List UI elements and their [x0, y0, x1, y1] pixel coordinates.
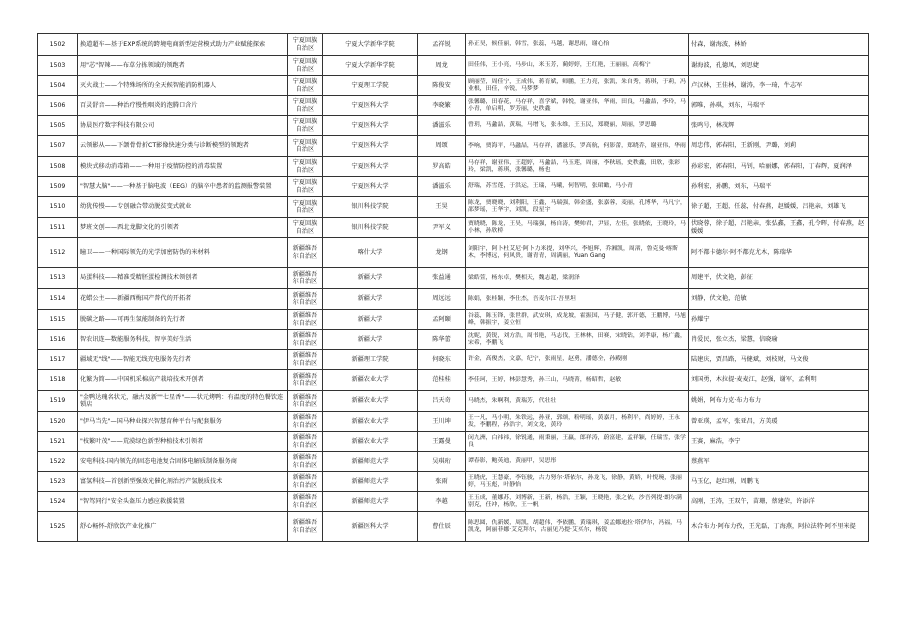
advisors-cell: 肖爱民，张立杰，梁慧，信晓瑜	[689, 330, 869, 350]
project-name-cell: 富氢科技—首创新型强效光催化剂治污产氢脱质技术	[78, 472, 288, 492]
row-number-cell: 1506	[38, 96, 78, 116]
advisors-cell: 卢汉林，王佳林，谢涛，李一琦，牛志军	[689, 76, 869, 96]
province-cell: 宁夏回族自治区	[288, 34, 323, 56]
team-members-cell: 曾玥，马蠡喆，黄瑞，马增飞，张永维，王玉民，郑晓丽，周丽，罗思璐	[466, 116, 689, 136]
school-cell: 宁夏医科大学	[323, 96, 418, 116]
project-name-cell: 智农讯连—数能服务科技，智享美好生活	[78, 330, 288, 350]
team-members-cell: 梁皓萱，杨东卓，樊相天，魏志超，梁润泽	[466, 268, 689, 289]
province-cell: 新疆维吾尔自治区	[288, 452, 323, 472]
row-number-cell: 1503	[38, 56, 78, 76]
leader-cell: 王露曼	[418, 432, 466, 452]
project-name-cell: 花蜡公主——新疆西梅国产普代的开拓者	[78, 289, 288, 310]
leader-cell: 范桂桂	[418, 370, 466, 391]
project-name-cell: 协晨医疗数字科技有限公司	[78, 116, 288, 136]
school-cell: 新疆大学	[323, 330, 418, 350]
school-cell: 新疆农业大学	[323, 370, 418, 391]
team-members-cell: 谷蕊，陈玉锋，张世群，武安琪，成龙坡，霍振国，马子健，郭开德，王鹏博，马旭峰，韩振宇，姜立恒	[466, 310, 689, 330]
row-number-cell: 1523	[38, 472, 78, 492]
school-cell: 新疆农业大学	[323, 432, 418, 452]
advisors-cell: 姚娟，阿布力克·布力布力	[689, 391, 869, 412]
advisors-cell: 王赛，麻浩，李宁	[689, 432, 869, 452]
advisors-cell: 蔡燕军	[689, 452, 869, 472]
school-cell: 银川科技学院	[323, 218, 418, 238]
row-number-cell: 1509	[38, 177, 78, 197]
advisors-cell: 孙彩宏，郭春阳，马钊，哈丽娜，郭春阳，丁春辉，夏润泽	[689, 157, 869, 177]
row-number-cell: 1504	[38, 76, 78, 96]
project-name-cell: "金鸭达瑰名状元，融古及新""七星香"——状元烤鸭：有温度的特色餐饮连锁店	[78, 391, 288, 412]
team-members-cell: 陈娟，张桂颖，李仕杰，吾麦尔江·吾里坦	[466, 289, 689, 310]
row-number-cell: 1508	[38, 157, 78, 177]
school-cell: 喀什大学	[323, 238, 418, 268]
project-name-cell: "智慧大脑"——一种基于脑电波（EEG）的脑卒中患者的监测报警装置	[78, 177, 288, 197]
table-row	[38, 432, 869, 452]
advisors-cell: 高刚，王涛，王双午，苗珊，蔡建荣，许添洋	[689, 492, 869, 512]
school-cell: 宁夏医科大学	[323, 177, 418, 197]
advisors-cell: 付森，谢海波，林娇	[689, 34, 869, 56]
leader-cell: 罗高皓	[418, 157, 466, 177]
school-cell: 新疆大学	[323, 268, 418, 289]
project-name-cell: 梦班文创——西北龙脚文化的引领者	[78, 218, 288, 238]
row-number-cell: 1507	[38, 136, 78, 157]
row-number-cell: 1510	[38, 197, 78, 218]
team-members-cell: 王晓虎，王慧豪，李钰骏，古力努尔·塔依尔，孙龙飞，徐静，黄娇，叶悦琬，张丽婷，马玉彪，叶静怡	[466, 472, 689, 492]
advisors-cell: 马玉亿，赵红刚，周鹏飞	[689, 472, 869, 492]
leader-cell: 张益通	[418, 268, 466, 289]
school-cell: 宁夏理工学院	[323, 76, 418, 96]
team-members-cell: 张馨璐，田春花，马存祥，喜学斌，韩悦，谢亚伟，华雨，田良，马蠡喆，李玲，马小青，单启明，罗芳丽，史秩鑫	[466, 96, 689, 116]
table-row	[38, 197, 869, 218]
project-table-sheet	[37, 33, 868, 542]
project-name-cell: 局蛋科技——精准受精胚蛋检测技术领创者	[78, 268, 288, 289]
table-row	[38, 310, 869, 330]
project-name-cell: 幼犹传慢——专创融合带动脱贫变式就业	[78, 197, 288, 218]
leader-cell: 陈华蕾	[418, 330, 466, 350]
school-cell: 宁夏大学新华学院	[323, 56, 418, 76]
row-number-cell: 1520	[38, 412, 78, 432]
leader-cell: 王川坤	[418, 412, 466, 432]
row-number-cell: 1522	[38, 452, 78, 472]
project-name-cell: 瞳卫——一种国际领先的光学加密防伪的米材料	[78, 238, 288, 268]
school-cell: 新疆大学	[323, 289, 418, 310]
advisors-cell: 陆建庆，贾昌路，马健斌，刘枝财，马文俊	[689, 350, 869, 370]
table-row	[38, 512, 869, 542]
table-row	[38, 56, 869, 76]
row-number-cell: 1524	[38, 492, 78, 512]
table-row	[38, 157, 869, 177]
table-row	[38, 472, 869, 492]
team-members-cell: 沈妮，黄锐，刘方浩，周书艳，马志伐，王林林，田赛，宋晓钻，刘孝康，杨广鑫，宋希，李鹏飞	[466, 330, 689, 350]
team-members-cell: 孙正昊，候佳丽，韩雪，张蕊，马越，谢思雨，谢心怡	[466, 34, 689, 56]
table-row	[38, 238, 869, 268]
project-name-cell: "枝繁叶茂"——荒漠绿色新型种植技术引领者	[78, 432, 288, 452]
project-name-cell: 用"芯"智辣——布草分拣领域的领跑者	[78, 56, 288, 76]
team-members-cell: 闵九洲，白祎祎，徐锐通，雨秉丽，王赢，郎祥涛，蔚富建，孟祥颖，任瑞雪，张学良	[466, 432, 689, 452]
row-number-cell: 1519	[38, 391, 78, 412]
province-cell: 新疆维吾尔自治区	[288, 330, 323, 350]
advisors-cell: 曾亚瑛，孟军，张亚昌，方美瑗	[689, 412, 869, 432]
project-name-cell: 疆域无"线"——智能无线充电服务先行者	[78, 350, 288, 370]
table-row	[38, 330, 869, 350]
advisors-cell: 伏晓蓉，徐子超，吕艳亲，张弘鑫，王鑫，孔令晖，付春燕，赵媛媛	[689, 218, 869, 238]
advisors-cell: 刘国勇，木拉提·麦麦江，赵强，谢军，孟利明	[689, 370, 869, 391]
school-cell: 宁夏医科大学	[323, 116, 418, 136]
project-name-cell: 模块式移动消毒箱——一种用于疫情防控的消毒装置	[78, 157, 288, 177]
province-cell: 宁夏回族自治区	[288, 56, 323, 76]
project-name-cell: "伊马当先"—国马种业探兴智慧育种平台与配套服务	[78, 412, 288, 432]
table-row	[38, 289, 869, 310]
team-members-cell: 马存祥，谢亚伟，王超婷，马蠡喆，马玉莲，周丽，李秋瑶，史秩鑫，田欣，张彩玲，梁凯，蒋琪，张馨璐，杨也	[466, 157, 689, 177]
advisors-cell: 木合布力·阿布力孜，王光磊，丁海燕，阿拉法特·阿不里米提	[689, 512, 869, 542]
team-members-cell: 王玉成，董娜苏，刘博新，王新，杨浩，王颖，王晓艳，张之依，沙吾列提·朗尔满别克，任冲，杨欣，王一帆	[466, 492, 689, 512]
leader-cell: 周远远	[418, 289, 466, 310]
advisors-cell: 阿不都卡德尔·阿不都克尤木，陈瑞华	[689, 238, 869, 268]
province-cell: 宁夏回族自治区	[288, 177, 323, 197]
team-members-cell: 刘阳宇，阿卜杜艾尼·阿卜力米提，刘华兴，李旭辉，乔湘凯，周渚，鲁克曼·喀斯木，李博远，何风贵，谢青青，周满丽，Yuan Gang	[466, 238, 689, 268]
team-members-cell: 顾丽莹，周佳宁，王成伟，蒋育斌，师鹏，王力亮，张凯，朱自秀，蒋琪，于莉，冯业根，田佳，辛锐，马梦梦	[466, 76, 689, 96]
table-row	[38, 370, 869, 391]
school-cell: 新疆理工学院	[323, 350, 418, 370]
table-row	[38, 391, 869, 412]
province-cell: 新疆维吾尔自治区	[288, 238, 323, 268]
province-cell: 新疆维吾尔自治区	[288, 512, 323, 542]
project-name-cell: 灭火战士——个特殊场所的全天候智能消防机器人	[78, 76, 288, 96]
school-cell: 新疆农业大学	[323, 391, 418, 412]
province-cell: 新疆维吾尔自治区	[288, 432, 323, 452]
advisors-cell: 谢海波，孔德凤，刘思婕	[689, 56, 869, 76]
leader-cell: 孟阿颐	[418, 310, 466, 330]
team-members-cell: 舒瑞，苏雪莲，于洪运，王瑞，马曦，何智明，张珺瞰，马小青	[466, 177, 689, 197]
school-cell: 银川科技学院	[323, 197, 418, 218]
table-row	[38, 116, 869, 136]
row-number-cell: 1512	[38, 238, 78, 268]
project-name-cell: 化繁为简——中国机采棉高产栽培技术开创者	[78, 370, 288, 391]
table-row	[38, 412, 869, 432]
school-cell: 新疆农业大学	[323, 412, 418, 432]
table-row	[38, 268, 869, 289]
project-name-cell: 换道超车—基于EXP系统的跨境电商新型运营模式助力产业赋能探索	[78, 34, 288, 56]
table-row	[38, 218, 869, 238]
leader-cell: 张雨	[418, 472, 466, 492]
row-number-cell: 1511	[38, 218, 78, 238]
school-cell: 新疆师范大学	[323, 492, 418, 512]
leader-cell: 周龙	[418, 56, 466, 76]
team-members-cell: 陈思圆，仇新媛，周凯，胡超伟，李依鹏，黄瑞琪，姜孟娜迪拉·塔伊尔，冯福，马凯龙，阿丽菲娜·艾克拜尔，古丽见乃提·艾买尔，杨锐	[466, 512, 689, 542]
school-cell: 宁夏大学新华学院	[323, 34, 418, 56]
table-row	[38, 34, 869, 56]
advisors-cell: 孙利宏，孙鹏，刘东，马瑞平	[689, 177, 869, 197]
leader-cell: 王昊	[418, 197, 466, 218]
advisors-cell: 刘静，伏文艳，范敏	[689, 289, 869, 310]
table-row	[38, 177, 869, 197]
team-members-cell: 王一凡，马小明，朱铁远，孙亚，郭颂，粉明瑶，黄嘉月，杨利平，尚婷婷，王永发，李鹏程，孙浩宇，刘文龙，黄玲	[466, 412, 689, 432]
project-name-cell: 云领影从——下颌骨骨折CT影像快速分类与诊断模型的领跑者	[78, 136, 288, 157]
advisors-cell: 张鸣号，林茂辉	[689, 116, 869, 136]
row-number-cell: 1515	[38, 310, 78, 330]
school-cell: 新疆大学	[323, 310, 418, 330]
advisors-cell: 孙耀宁	[689, 310, 869, 330]
province-cell: 新疆维吾尔自治区	[288, 472, 323, 492]
leader-cell: 潘滋乐	[418, 116, 466, 136]
table-row	[38, 492, 869, 512]
table-row	[38, 452, 869, 472]
province-cell: 新疆维吾尔自治区	[288, 350, 323, 370]
leader-cell: 何晓东	[418, 350, 466, 370]
row-number-cell: 1514	[38, 289, 78, 310]
team-members-cell: 陈龙，贾晓晓，刘利阳，王鑫，马瑞强，韩金盛，张嘉蓉，麦丽，孔博华，马凡宁，邵梦瑶，王华宇，刘凯，段星宇	[466, 197, 689, 218]
team-members-cell: 许金，高俊杰，文嘉，纪宁，张雨星，赵勇，潘德全，孙殿刚	[466, 350, 689, 370]
project-table	[37, 33, 869, 542]
row-number-cell: 1525	[38, 512, 78, 542]
table-row	[38, 136, 869, 157]
team-members-cell: 田佳伟，王小亮，马步山，米玉芳，蔺婷婷，王红艳，王丽丽，高梅宁	[466, 56, 689, 76]
leader-cell: 龙钢	[418, 238, 466, 268]
advisors-cell: 周建平，伏文艳，彭征	[689, 268, 869, 289]
team-members-cell: 李响，贾海平，马蠡喆，马存祥，潘滋乐，罗高航，何影蕾，郑晓乔，谢亚伟，华雨	[466, 136, 689, 157]
advisors-cell: 郭唯，孙琪，刘东，马瑞平	[689, 96, 869, 116]
row-number-cell: 1521	[38, 432, 78, 452]
province-cell: 宁夏回族自治区	[288, 96, 323, 116]
advisors-cell: 周忠伟，郭春阳，王新刚，尹璐，刘莉	[689, 136, 869, 157]
row-number-cell: 1513	[38, 268, 78, 289]
table-row	[38, 96, 869, 116]
school-cell: 新疆师范大学	[323, 472, 418, 492]
province-cell: 新疆维吾尔自治区	[288, 310, 323, 330]
table-body	[38, 34, 869, 542]
province-cell: 宁夏回族自治区	[288, 218, 323, 238]
leader-cell: 潘滋乐	[418, 177, 466, 197]
province-cell: 宁夏回族自治区	[288, 197, 323, 218]
team-members-cell: 马晓杰，朱啊利，黄瑞芳，代壮壮	[466, 391, 689, 412]
province-cell: 新疆维吾尔自治区	[288, 391, 323, 412]
school-cell: 宁夏医科大学	[323, 157, 418, 177]
province-cell: 新疆维吾尔自治区	[288, 370, 323, 391]
school-cell: 新疆师范大学	[323, 452, 418, 472]
school-cell: 新疆医科大学	[323, 512, 418, 542]
leader-cell: 曹仕辰	[418, 512, 466, 542]
leader-cell: 孟祥锐	[418, 34, 466, 56]
team-members-cell: 贾晓晓，陈龙，王昊，马瑞强，杨自涛，樊帅君，尹显，左佳，张晓依，王晓玲，马小林，孙欣桥	[466, 218, 689, 238]
project-name-cell: "智驾同行"安全头盔压力感应救援装置	[78, 492, 288, 512]
leader-cell: 李越	[418, 492, 466, 512]
leader-cell: 吕天奇	[418, 391, 466, 412]
province-cell: 宁夏回族自治区	[288, 116, 323, 136]
advisors-cell: 徐子超，王超，任蕊，付春燕，赵媛媛，吕艳亲，刘雄飞	[689, 197, 869, 218]
project-name-cell: 百灵舒音——种治疗慢性咽炎的泡腾口含片	[78, 96, 288, 116]
project-name-cell: 脱碳之路——可再生氢能制备的先行者	[78, 310, 288, 330]
project-name-cell: 舒心畅怀-舒欣饮产业化推广	[78, 512, 288, 542]
row-number-cell: 1505	[38, 116, 78, 136]
province-cell: 新疆维吾尔自治区	[288, 289, 323, 310]
province-cell: 宁夏回族自治区	[288, 136, 323, 157]
row-number-cell: 1502	[38, 34, 78, 56]
project-name-cell: 安电科技-国内领先的固态电池复合固体电解质制备服务商	[78, 452, 288, 472]
province-cell: 新疆维吾尔自治区	[288, 492, 323, 512]
leader-cell: 尹军义	[418, 218, 466, 238]
province-cell: 新疆维吾尔自治区	[288, 268, 323, 289]
leader-cell: 周颂	[418, 136, 466, 157]
province-cell: 宁夏回族自治区	[288, 157, 323, 177]
team-members-cell: 李佳珂，王婷，林彭慧秀，孙三山，马晓菁，杨昭哲，赵敏	[466, 370, 689, 391]
leader-cell: 李晓繁	[418, 96, 466, 116]
team-members-cell: 谭春影，鲍英迪，黄丽甲，吴思彤	[466, 452, 689, 472]
row-number-cell: 1516	[38, 330, 78, 350]
province-cell: 宁夏回族自治区	[288, 76, 323, 96]
row-number-cell: 1518	[38, 370, 78, 391]
leader-cell: 陈俊安	[418, 76, 466, 96]
table-row	[38, 350, 869, 370]
leader-cell: 吴琪珩	[418, 452, 466, 472]
province-cell: 新疆维吾尔自治区	[288, 412, 323, 432]
table-row	[38, 76, 869, 96]
row-number-cell: 1517	[38, 350, 78, 370]
school-cell: 宁夏医科大学	[323, 136, 418, 157]
